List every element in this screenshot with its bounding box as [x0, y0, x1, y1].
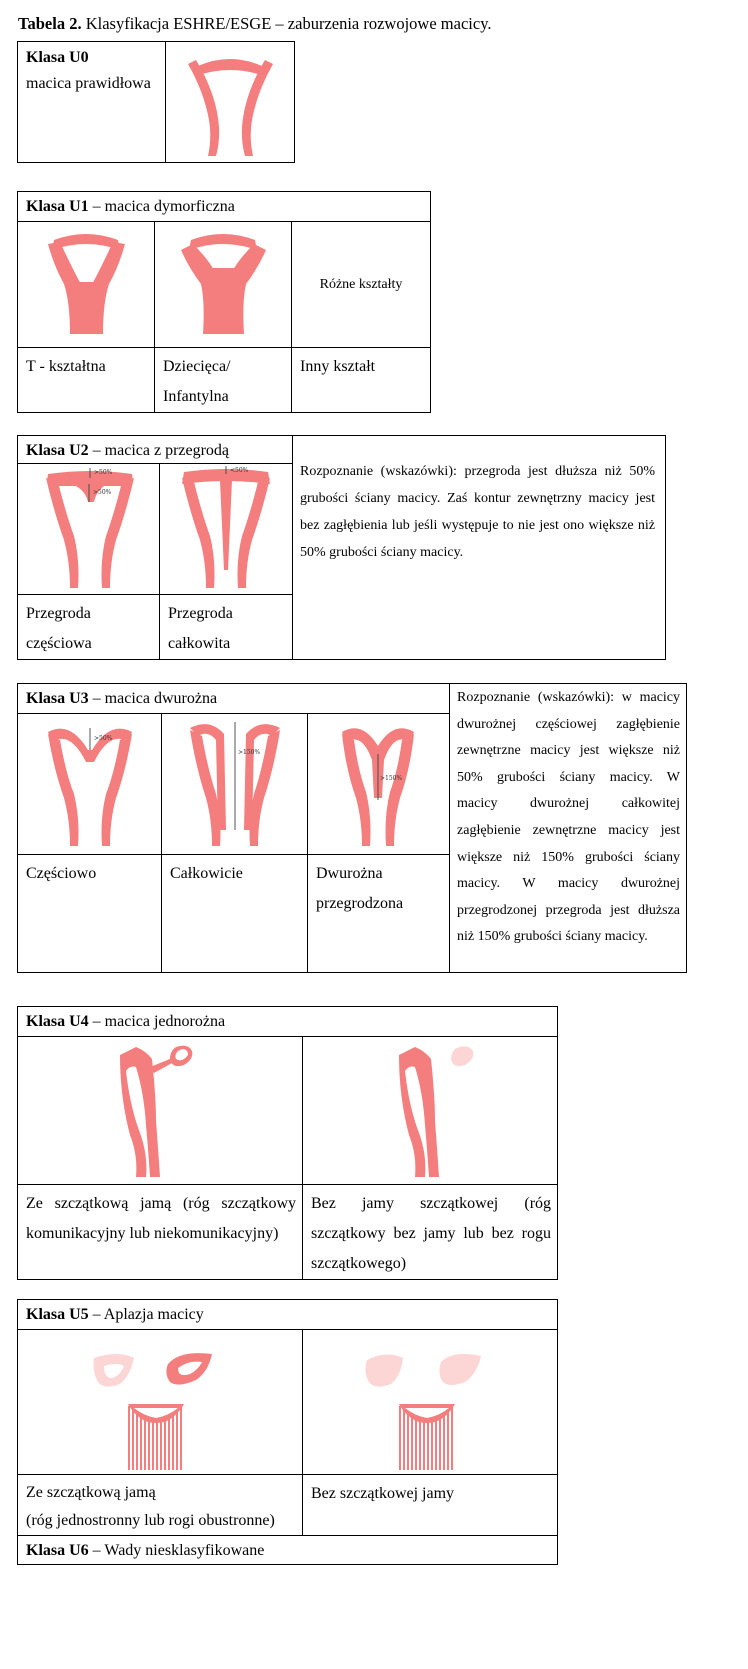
class-u1-header: [18, 192, 431, 222]
partial-bicorporeal-label: Częściowo: [18, 855, 162, 973]
class-u3-header: [18, 684, 450, 714]
table-number: Tabela 2.: [18, 14, 82, 33]
class-u1-table: [17, 191, 431, 413]
class-u4-desc: – macica jednorożna: [88, 1013, 226, 1030]
class-u1-infantile-figure-cell: [155, 222, 292, 348]
t-shaped-uterus-diagram: [18, 222, 155, 347]
complete-bicorporeal-mark: >150%: [238, 749, 261, 756]
class-u6-header: [18, 1536, 558, 1565]
unicornuate-with-rudimentary-horn-diagram: [18, 1037, 303, 1184]
aplasia-with-rudimentary-note: (róg jednostronny lub rogi obustronne): [26, 1512, 275, 1529]
class-u5-label: Klasa U5: [26, 1306, 89, 1323]
class-u4-header: [18, 1007, 558, 1037]
various-shapes-cell: [292, 222, 431, 348]
partial-bicorporeal-figure-cell: [18, 714, 162, 855]
class-u5-desc: – Aplazja macicy: [88, 1306, 204, 1323]
normal-uterus-diagram: [166, 42, 295, 162]
bicorporeal-septate-uterus-diagram: [308, 714, 450, 854]
aplasia-with-rudimentary-figure-cell: [18, 1330, 303, 1475]
class-u3-diagnosis-hint: Rozpoznanie (wskazówki): w macicy dwurożnej częściowej zagłębienie zewnętrzne macicy jest większe niż 50% grubości ściany macicy. W macicy dwurożnej całkowitej zagłębienie zewnętrzne macicy jest większe niż 150% grubości ściany macicy. W macicy dwurożnej przegrodzonej przegroda jest dłuższa niż 150% grubości ściany macicy.: [450, 684, 687, 973]
class-u2-diagnosis-hint: Rozpoznanie (wskazówki): przegroda jest dłuższa niż 50% grubości ściany macicy. Zaś kontur zewnętrzny macicy jest bez zagłębienia lub jeśli występuje to nie jest ono większe niż 50% grubości ściany macicy.: [293, 436, 666, 660]
aplasia-without-rudimentary-figure-cell: [303, 1330, 558, 1475]
bicorporeal-septate-label: Dwurożna przegrodzona: [308, 855, 450, 973]
aplasia-without-rudimentary-cavity-diagram: [303, 1330, 558, 1474]
complete-bicorporeal-figure-cell: [162, 714, 308, 855]
class-u0-table: [17, 41, 295, 163]
table-title: [18, 14, 492, 34]
infantile-uterus-diagram: [155, 222, 292, 347]
aplasia-with-rudimentary-label: Ze szczątkową jamą: [26, 1484, 156, 1501]
t-shaped-label: T - kształtna: [18, 348, 155, 413]
class-u0-label: Klasa U0: [26, 49, 89, 66]
partial-bicorporeal-uterus-diagram: [18, 714, 162, 854]
partial-bicorporeal-mark: >50%: [94, 735, 113, 742]
aplasia-without-rudimentary-label: Bez szczątkowej jamy: [303, 1475, 558, 1536]
partial-septate-uterus-diagram: [18, 464, 160, 594]
class-u4-label: Klasa U4: [26, 1013, 89, 1030]
partial-septum-top-mark: >50%: [94, 469, 113, 476]
class-u1-desc: – macica dymorficzna: [88, 198, 235, 215]
class-u3-table: [17, 683, 687, 973]
table-caption: Klasyfikacja ESHRE/ESGE – zaburzenia rozwojowe macicy.: [81, 14, 492, 33]
class-u6-desc: – Wady niesklasyfikowane: [88, 1542, 265, 1559]
unicornuate-without-rudimentary-horn-diagram: [303, 1037, 558, 1184]
class-u6-label: Klasa U6: [26, 1542, 89, 1559]
aplasia-with-rudimentary-cavity-diagram: [18, 1330, 303, 1474]
complete-septate-uterus-diagram: [160, 464, 293, 594]
class-u0-desc: macica prawidłowa: [26, 75, 151, 92]
partial-septum-label: Przegroda częściowa: [18, 595, 160, 660]
bicorporeal-septate-mark: >150%: [380, 775, 403, 782]
without-rudimentary-cavity-label: Bez jamy szczątkowej (róg szczątkowy bez jamy lub bez rogu szczątkowego): [303, 1185, 558, 1280]
class-u2-table: [17, 435, 666, 660]
class-u4-table: [17, 1006, 558, 1280]
various-shapes-text: Różne kształty: [319, 276, 403, 292]
complete-bicorporeal-uterus-diagram: [162, 714, 308, 854]
unicornuate-without-rudimentary-figure-cell: [303, 1037, 558, 1185]
class-u3-label: Klasa U3: [26, 690, 89, 707]
complete-septum-label: Przegroda całkowita: [160, 595, 293, 660]
class-u2-label: Klasa U2: [26, 442, 89, 459]
class-u2-desc: – macica z przegrodą: [88, 442, 230, 459]
class-u3-desc: – macica dwurożna: [88, 690, 218, 707]
class-u1-t-shaped-figure-cell: [18, 222, 155, 348]
bicorporeal-septate-figure-cell: [308, 714, 450, 855]
with-rudimentary-cavity-label: Ze szczątkową jamą (róg szczątkowy komunikacyjny lub niekomunikacyjny): [18, 1185, 303, 1280]
complete-bicorporeal-label: Całkowicie: [162, 855, 308, 973]
class-u0-cell: [18, 42, 166, 163]
class-u5-table: [17, 1299, 558, 1565]
aplasia-with-rudimentary-label-cell: [18, 1475, 303, 1536]
class-u2-header: [18, 436, 293, 464]
class-u0-figure-cell: [166, 42, 295, 163]
complete-septum-fundus-mark: <50%: [230, 467, 249, 474]
class-u5-header: [18, 1300, 558, 1330]
unicornuate-with-rudimentary-figure-cell: [18, 1037, 303, 1185]
partial-septum-figure-cell: [18, 464, 160, 595]
other-shape-label: Inny kształt: [292, 348, 431, 413]
infantile-label: Dziecięca/ Infantylna: [155, 348, 292, 413]
partial-septum-length-mark: >50%: [93, 489, 112, 496]
complete-septum-figure-cell: [160, 464, 293, 595]
class-u1-label: Klasa U1: [26, 198, 89, 215]
